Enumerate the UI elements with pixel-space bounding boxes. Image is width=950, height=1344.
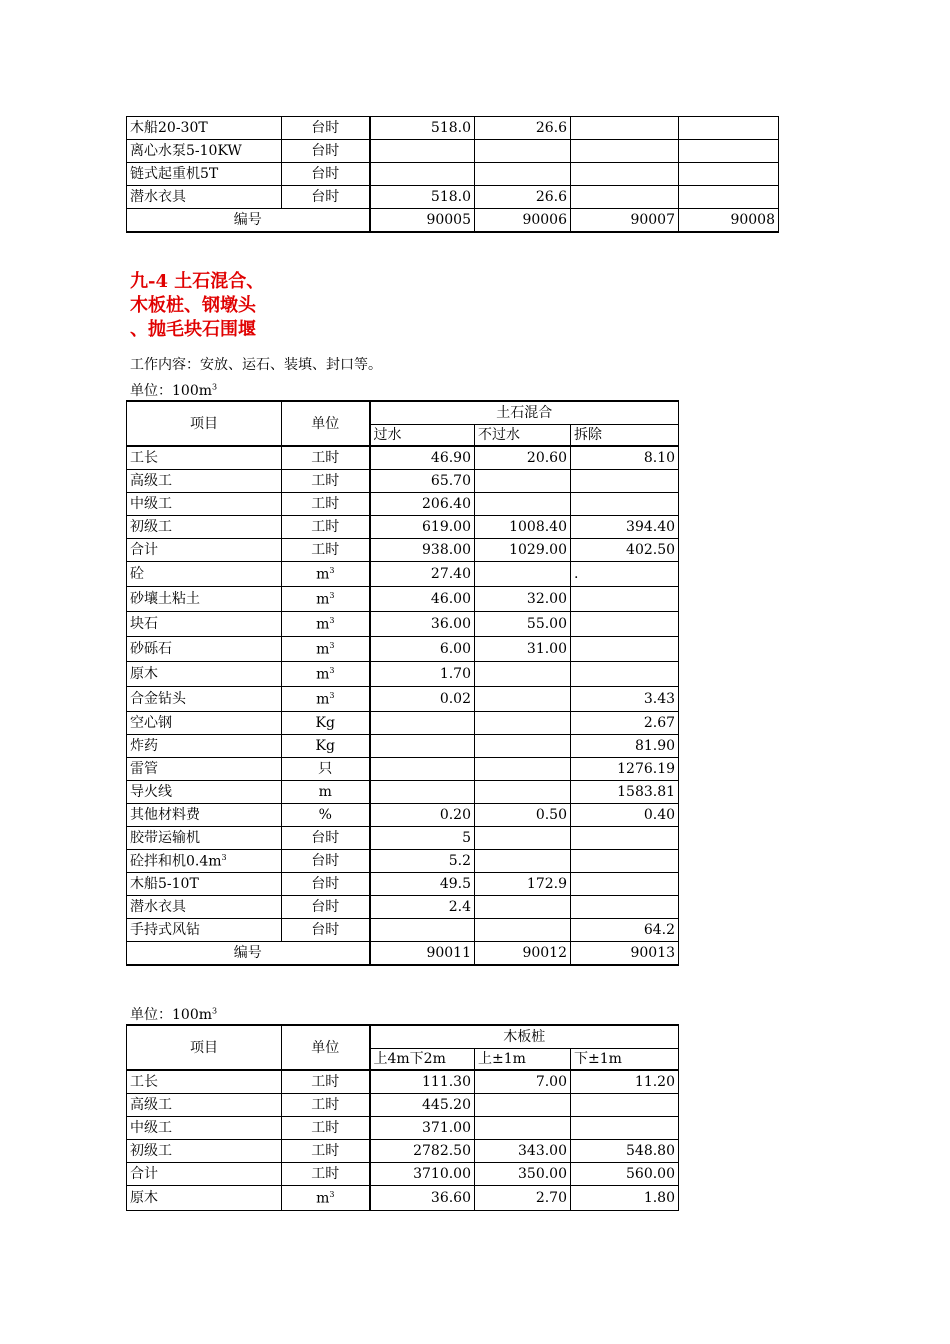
unit-text: 工时	[311, 1097, 340, 1113]
unit-text: 台时	[311, 922, 340, 938]
value-cell: 2782.50	[370, 1140, 475, 1163]
code-row	[127, 942, 679, 966]
value-cell	[475, 1117, 571, 1140]
unit-text: 台时	[311, 876, 340, 892]
unit-cell	[282, 446, 370, 470]
value-cell	[571, 873, 679, 896]
unit-cell: 台时	[282, 163, 370, 186]
header-group: 木板桩	[370, 1025, 679, 1049]
value-cell	[571, 637, 679, 662]
table-row	[127, 446, 679, 470]
item-cell: 木船20-30T	[127, 117, 282, 140]
value-cell: 0.20	[370, 804, 475, 827]
header-item: 项目	[127, 1025, 282, 1070]
item-cell	[127, 637, 282, 662]
value-cell: 1.80	[571, 1186, 679, 1211]
value-cell: 55.00	[475, 612, 571, 637]
unit-cell	[282, 827, 370, 850]
item-cell	[127, 687, 282, 712]
table-row	[127, 1140, 679, 1163]
item-text: 初级工	[130, 519, 172, 535]
table-row	[127, 140, 779, 163]
value-cell	[475, 919, 571, 942]
item-text: 原木	[130, 666, 158, 682]
item-cell	[127, 712, 282, 735]
value-cell: 394.40	[571, 516, 679, 539]
header-row	[127, 1025, 679, 1049]
unit-superscript: 3	[329, 565, 335, 575]
value-cell: 350.00	[475, 1163, 571, 1186]
item-cell	[127, 539, 282, 562]
value-cell	[370, 140, 475, 163]
code-cell: 90013	[571, 942, 679, 966]
value-cell: 49.5	[370, 873, 475, 896]
value-cell: 402.50	[571, 539, 679, 562]
table-row	[127, 758, 679, 781]
table-row	[127, 827, 679, 850]
table-equipment-top	[126, 116, 779, 233]
value-cell	[571, 1094, 679, 1117]
value-cell	[679, 186, 779, 209]
unit-cell	[282, 873, 370, 896]
value-cell	[370, 712, 475, 735]
value-cell	[571, 163, 679, 186]
section-title	[130, 270, 264, 342]
code-cell: 90006	[475, 209, 571, 233]
value-cell: 172.9	[475, 873, 571, 896]
item-cell	[127, 446, 282, 470]
item-text: 合计	[130, 1166, 158, 1182]
unit-text: Kg	[315, 738, 335, 754]
item-cell	[127, 562, 282, 587]
value-cell: 11.20	[571, 1070, 679, 1094]
header-unit: 单位	[282, 1025, 370, 1070]
value-cell	[571, 827, 679, 850]
unit-superscript: 3	[329, 640, 335, 650]
table-row	[127, 516, 679, 539]
value-cell	[679, 117, 779, 140]
value-cell: 0.40	[571, 804, 679, 827]
header-item: 项目	[127, 401, 282, 446]
table-row	[127, 637, 679, 662]
table-row	[127, 735, 679, 758]
item-cell	[127, 516, 282, 539]
table-row	[127, 850, 679, 873]
item-text: 初级工	[130, 1143, 172, 1159]
section-title-line2: 木板桩、钢墩头	[130, 295, 256, 316]
item-text: 块石	[130, 616, 158, 632]
item-cell	[127, 1186, 282, 1211]
value-cell: 1583.81	[571, 781, 679, 804]
value-cell: 0.50	[475, 804, 571, 827]
table-row	[127, 1117, 679, 1140]
item-text: 导火线	[130, 784, 172, 800]
value-cell: 2.4	[370, 896, 475, 919]
table-row	[127, 163, 779, 186]
unit-cell	[282, 493, 370, 516]
table-row	[127, 1163, 679, 1186]
value-cell: 445.20	[370, 1094, 475, 1117]
value-cell	[475, 470, 571, 493]
value-cell	[475, 163, 571, 186]
value-cell: .	[571, 562, 679, 587]
value-cell	[571, 140, 679, 163]
value-cell: 1008.40	[475, 516, 571, 539]
value-cell	[370, 919, 475, 942]
value-cell: 1.70	[370, 662, 475, 687]
value-cell	[571, 587, 679, 612]
value-cell: 31.00	[475, 637, 571, 662]
code-cell: 90008	[679, 209, 779, 233]
value-cell: 3710.00	[370, 1163, 475, 1186]
subheader-cell: 过水	[370, 425, 475, 447]
unit-text: 工时	[311, 473, 340, 489]
value-cell	[571, 662, 679, 687]
value-cell	[475, 827, 571, 850]
unit-cell	[282, 516, 370, 539]
unit-text: 台时	[311, 853, 340, 869]
item-cell	[127, 662, 282, 687]
unit-cell	[282, 612, 370, 637]
value-cell: 560.00	[571, 1163, 679, 1186]
table-row	[127, 1070, 679, 1094]
item-cell	[127, 919, 282, 942]
unit-cell	[282, 1163, 370, 1186]
value-cell: 206.40	[370, 493, 475, 516]
unit-cell	[282, 1140, 370, 1163]
item-cell	[127, 735, 282, 758]
value-cell	[475, 562, 571, 587]
item-superscript: 3	[221, 852, 227, 862]
value-cell	[475, 1094, 571, 1117]
item-cell	[127, 587, 282, 612]
value-cell	[475, 493, 571, 516]
table-row	[127, 1094, 679, 1117]
table-earth-rock	[126, 400, 679, 966]
unit-superscript: 3	[329, 590, 335, 600]
value-cell: 20.60	[475, 446, 571, 470]
unit-text: m	[318, 784, 332, 800]
value-cell: 2.67	[571, 712, 679, 735]
item-cell	[127, 1140, 282, 1163]
unit-cell	[282, 1094, 370, 1117]
subheader-cell: 上±1m	[475, 1049, 571, 1071]
table-row	[127, 804, 679, 827]
value-cell	[571, 117, 679, 140]
table-row	[127, 662, 679, 687]
code-row	[127, 209, 779, 233]
item-text: 砂砾石	[130, 641, 172, 657]
code-label: 编号	[127, 209, 370, 233]
table-row	[127, 539, 679, 562]
value-cell: 111.30	[370, 1070, 475, 1094]
item-text: 高级工	[130, 473, 172, 489]
unit-label-2: 单位：$100m^3$	[130, 1006, 218, 1023]
header-group: 土石混合	[370, 401, 679, 425]
table-row	[127, 873, 679, 896]
value-cell: 7.00	[475, 1070, 571, 1094]
item-cell	[127, 850, 282, 873]
item-text: 原木	[130, 1190, 158, 1206]
header-row	[127, 401, 679, 425]
value-cell: 3.43	[571, 687, 679, 712]
value-cell: 81.90	[571, 735, 679, 758]
unit-text: 只	[318, 761, 333, 777]
item-cell	[127, 1094, 282, 1117]
value-cell: 46.00	[370, 587, 475, 612]
item-cell	[127, 470, 282, 493]
table-row	[127, 919, 679, 942]
value-cell: 518.0	[370, 186, 475, 209]
unit-superscript: 3	[329, 1189, 335, 1199]
table-wood-pile	[126, 1024, 679, 1211]
unit-text: m	[316, 641, 330, 658]
code-cell: 90011	[370, 942, 475, 966]
value-cell	[475, 758, 571, 781]
code-cell: 90005	[370, 209, 475, 233]
table-row	[127, 781, 679, 804]
unit-cell	[282, 919, 370, 942]
item-text: 胶带运输机	[130, 830, 200, 846]
value-cell: 371.00	[370, 1117, 475, 1140]
item-cell	[127, 758, 282, 781]
value-cell	[571, 850, 679, 873]
unit-text: m	[316, 1190, 330, 1207]
unit-cell	[282, 804, 370, 827]
value-cell: 6.00	[370, 637, 475, 662]
item-text: 合金钻头	[130, 691, 186, 707]
table-row	[127, 186, 779, 209]
value-cell: 26.6	[475, 186, 571, 209]
unit-cell	[282, 758, 370, 781]
value-cell: 619.00	[370, 516, 475, 539]
unit-text: 台时	[311, 899, 340, 915]
item-text: 砼	[130, 566, 144, 582]
value-cell	[370, 781, 475, 804]
value-cell	[571, 186, 679, 209]
code-label: 编号	[127, 942, 370, 966]
item-text: 其他材料费	[130, 807, 200, 823]
unit-text: 工时	[311, 519, 340, 535]
unit-cell	[282, 637, 370, 662]
value-cell	[370, 163, 475, 186]
unit-text: 工时	[311, 496, 340, 512]
item-cell: 离心水泵5-10KW	[127, 140, 282, 163]
item-cell	[127, 1117, 282, 1140]
value-cell	[475, 712, 571, 735]
item-text: 高级工	[130, 1097, 172, 1113]
unit-superscript: 3	[329, 615, 335, 625]
value-cell: 32.00	[475, 587, 571, 612]
item-cell	[127, 1070, 282, 1094]
value-cell: 343.00	[475, 1140, 571, 1163]
value-cell: 1029.00	[475, 539, 571, 562]
subheader-cell: 上4m下2m	[370, 1049, 475, 1071]
item-cell	[127, 873, 282, 896]
item-cell	[127, 804, 282, 827]
value-cell	[571, 1117, 679, 1140]
table-row	[127, 470, 679, 493]
unit-cell	[282, 735, 370, 758]
value-cell	[475, 662, 571, 687]
unit-cell	[282, 781, 370, 804]
section-title-line1: 九-4 土石混合、	[130, 271, 265, 292]
value-cell	[679, 140, 779, 163]
value-cell: 938.00	[370, 539, 475, 562]
value-cell	[571, 612, 679, 637]
code-cell: 90012	[475, 942, 571, 966]
unit-text: Kg	[315, 715, 335, 731]
value-cell: 36.60	[370, 1186, 475, 1211]
unit-text: 工时	[311, 450, 340, 466]
unit-cell	[282, 712, 370, 735]
unit-text: %	[318, 807, 332, 823]
item-text: 中级工	[130, 1120, 172, 1136]
item-cell	[127, 493, 282, 516]
unit-cell: 台时	[282, 117, 370, 140]
unit-text: m	[316, 566, 330, 583]
unit-text: 工时	[311, 1166, 340, 1182]
table-row	[127, 687, 679, 712]
value-cell	[475, 687, 571, 712]
table-row	[127, 493, 679, 516]
table-row	[127, 587, 679, 612]
table-row	[127, 712, 679, 735]
value-cell	[679, 163, 779, 186]
item-text: 手持式风钻	[130, 922, 200, 938]
unit-label-1: 单位：$100m^3$	[130, 382, 218, 399]
unit-cell	[282, 470, 370, 493]
unit-cell	[282, 587, 370, 612]
item-cell	[127, 896, 282, 919]
unit-cell	[282, 1070, 370, 1094]
item-cell	[127, 781, 282, 804]
value-cell	[571, 493, 679, 516]
unit-cell	[282, 850, 370, 873]
unit-text: 工时	[311, 1074, 340, 1090]
table-row	[127, 612, 679, 637]
item-cell	[127, 827, 282, 850]
item-text: 潜水衣具	[130, 899, 186, 915]
item-text: 合计	[130, 542, 158, 558]
item-text: 炸药	[130, 738, 158, 754]
unit-text: 工时	[311, 1120, 340, 1136]
value-cell	[571, 470, 679, 493]
item-text: 砼拌和机0.4m	[130, 853, 222, 870]
value-cell: 27.40	[370, 562, 475, 587]
unit-cell	[282, 662, 370, 687]
unit-text: m	[316, 591, 330, 608]
value-cell	[475, 781, 571, 804]
unit-superscript: 3	[329, 690, 335, 700]
unit-text: 工时	[311, 542, 340, 558]
item-text: 中级工	[130, 496, 172, 512]
section-title-line3: 、抛毛块石围堰	[130, 319, 256, 340]
value-cell: 1276.19	[571, 758, 679, 781]
item-cell	[127, 612, 282, 637]
unit-text: m	[316, 691, 330, 708]
item-text: 木船5-10T	[130, 876, 199, 892]
item-text: 砂壤土粘土	[130, 591, 200, 607]
unit-text: m	[316, 666, 330, 683]
unit-text: 工时	[311, 1143, 340, 1159]
table-row	[127, 896, 679, 919]
value-cell	[475, 896, 571, 919]
unit-text: 台时	[311, 830, 340, 846]
table-row	[127, 117, 779, 140]
code-cell: 90007	[571, 209, 679, 233]
value-cell	[370, 735, 475, 758]
value-cell: 8.10	[571, 446, 679, 470]
value-cell: 36.00	[370, 612, 475, 637]
work-content: 工作内容：安放、运石、装填、封口等。	[130, 357, 382, 373]
item-text: 空心钢	[130, 715, 172, 731]
value-cell: 548.80	[571, 1140, 679, 1163]
unit-text: m	[316, 616, 330, 633]
table-row	[127, 562, 679, 587]
value-cell: 5	[370, 827, 475, 850]
unit-cell	[282, 1186, 370, 1211]
item-cell	[127, 1163, 282, 1186]
value-cell: 26.6	[475, 117, 571, 140]
value-cell: 0.02	[370, 687, 475, 712]
unit-cell	[282, 1117, 370, 1140]
value-cell	[475, 850, 571, 873]
value-cell: 518.0	[370, 117, 475, 140]
value-cell: 5.2	[370, 850, 475, 873]
value-cell	[475, 735, 571, 758]
unit-cell: 台时	[282, 140, 370, 163]
value-cell	[475, 140, 571, 163]
item-cell: 潜水衣具	[127, 186, 282, 209]
value-cell	[571, 896, 679, 919]
value-cell: 2.70	[475, 1186, 571, 1211]
unit-cell	[282, 687, 370, 712]
unit-cell	[282, 562, 370, 587]
value-cell	[370, 758, 475, 781]
subheader-cell: 下±1m	[571, 1049, 679, 1071]
item-text: 雷管	[130, 761, 158, 777]
value-cell: 46.90	[370, 446, 475, 470]
subheader-cell: 拆除	[571, 425, 679, 447]
unit-superscript: 3	[329, 665, 335, 675]
value-cell: 65.70	[370, 470, 475, 493]
table-row	[127, 1186, 679, 1211]
unit-cell	[282, 896, 370, 919]
header-unit: 单位	[282, 401, 370, 446]
subheader-cell: 不过水	[475, 425, 571, 447]
item-cell: 链式起重机5T	[127, 163, 282, 186]
unit-cell	[282, 539, 370, 562]
item-text: 工长	[130, 1074, 158, 1090]
value-cell: 64.2	[571, 919, 679, 942]
unit-cell: 台时	[282, 186, 370, 209]
item-text: 工长	[130, 450, 158, 466]
